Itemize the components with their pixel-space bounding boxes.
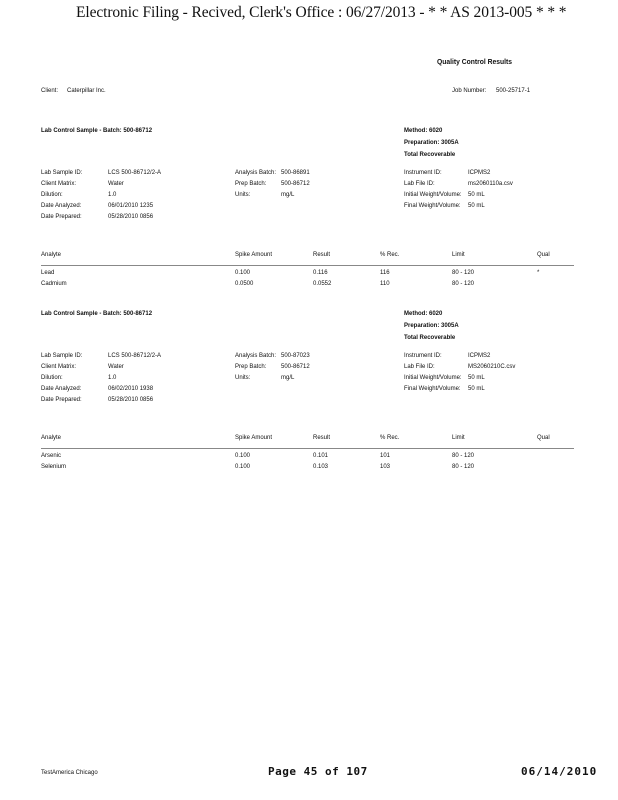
preparation-label: Preparation: 3005A <box>404 323 459 329</box>
table-cell: 116 <box>380 270 390 276</box>
method-label: Method: 6020 <box>404 311 443 317</box>
table-cell: 0.116 <box>313 270 328 276</box>
footer-page-number: Page 45 of 107 <box>268 765 368 778</box>
method-label: Method: 6020 <box>404 128 443 134</box>
field-label: Units: <box>235 192 251 198</box>
field-label: Final Weight/Volume: <box>404 203 461 209</box>
client-label: Client: <box>41 88 59 94</box>
field-label: Prep Batch: <box>235 181 267 187</box>
field-value: 500-86712 <box>281 181 310 187</box>
table-cell: 101 <box>380 453 391 459</box>
field-label: Date Prepared: <box>41 214 82 220</box>
client-value: Caterpillar Inc. <box>67 88 106 94</box>
field-label: Date Prepared: <box>41 397 82 403</box>
table-cell: 0.0500 <box>235 281 254 287</box>
field-value: mg/L <box>281 375 295 381</box>
total-recoverable-label: Total Recoverable <box>404 152 456 158</box>
table-cell: 0.0552 <box>313 281 332 287</box>
table-cell: 80 - 120 <box>452 281 475 287</box>
field-value: 50 mL <box>468 386 485 392</box>
field-label: Lab File ID: <box>404 364 435 370</box>
table-header-rule <box>41 265 574 266</box>
field-label: Client Matrix: <box>41 181 77 187</box>
field-value: 500-87023 <box>281 353 310 359</box>
field-label: Lab File ID: <box>404 181 435 187</box>
batch-title: Lab Control Sample - Batch: 500-86712 <box>41 128 153 134</box>
field-value: 1.0 <box>108 192 117 198</box>
field-value: MS2060210C.csv <box>468 364 516 370</box>
column-header: Limit <box>452 252 465 258</box>
column-header: Spike Amount <box>235 435 273 441</box>
column-header: Qual <box>537 252 550 258</box>
field-value: 06/02/2010 1938 <box>108 386 154 392</box>
field-value: 50 mL <box>468 203 485 209</box>
field-value: ICPMS2 <box>468 170 491 176</box>
field-value: 500-86712 <box>281 364 310 370</box>
table-header-rule <box>41 448 574 449</box>
table-cell: 0.100 <box>235 453 251 459</box>
total-recoverable-label: Total Recoverable <box>404 335 456 341</box>
column-header: Result <box>313 252 331 258</box>
field-value: ms2060110a.csv <box>468 181 513 187</box>
report-title: Quality Control Results <box>437 57 513 66</box>
field-value: 50 mL <box>468 192 485 198</box>
table-cell: 0.103 <box>313 464 329 470</box>
footer-date: 06/14/2010 <box>521 765 598 778</box>
field-label: Analysis Batch: <box>235 170 277 176</box>
field-label: Initial Weight/Volume: <box>404 192 462 198</box>
batch-title: Lab Control Sample - Batch: 500-86712 <box>41 311 153 317</box>
table-cell: 0.101 <box>313 453 329 459</box>
column-header: Analyte <box>41 435 62 441</box>
field-value: 500-86891 <box>281 170 310 176</box>
field-label: Lab Sample ID: <box>41 353 83 359</box>
field-label: Analysis Batch: <box>235 353 277 359</box>
column-header: Qual <box>537 435 550 441</box>
field-label: Prep Batch: <box>235 364 267 370</box>
job-number-label: Job Number: <box>452 88 487 94</box>
job-number-value: 500-25717-1 <box>496 88 531 94</box>
column-header: Limit <box>452 435 465 441</box>
field-value: 1.0 <box>108 375 117 381</box>
field-value: 05/28/2010 0856 <box>108 214 154 220</box>
field-label: Lab Sample ID: <box>41 170 83 176</box>
field-value: 50 mL <box>468 375 485 381</box>
filing-stamp: Electronic Filing - Recived, Clerk's Office : 06/27/2013 - * * AS 2013-005 * * * <box>76 4 567 21</box>
footer-lab-name: TestAmerica Chicago <box>41 770 98 776</box>
column-header: % Rec. <box>380 435 400 441</box>
table-cell: Lead <box>41 270 55 276</box>
table-cell: 103 <box>380 464 391 470</box>
field-label: Instrument ID: <box>404 353 442 359</box>
field-label: Date Analyzed: <box>41 203 82 209</box>
field-value: mg/L <box>281 192 295 198</box>
table-cell: Arsenic <box>41 453 62 459</box>
field-label: Initial Weight/Volume: <box>404 375 462 381</box>
field-value: Water <box>108 364 124 370</box>
column-header: Spike Amount <box>235 252 273 258</box>
table-cell: 110 <box>380 281 390 287</box>
column-header: Result <box>313 435 331 441</box>
table-cell: * <box>537 270 540 276</box>
column-header: Analyte <box>41 252 62 258</box>
field-label: Date Analyzed: <box>41 386 82 392</box>
table-cell: 0.100 <box>235 464 251 470</box>
field-label: Dilution: <box>41 375 63 381</box>
field-value: ICPMS2 <box>468 353 491 359</box>
table-cell: 80 - 120 <box>452 464 475 470</box>
field-value: Water <box>108 181 124 187</box>
field-label: Final Weight/Volume: <box>404 386 461 392</box>
table-cell: 80 - 120 <box>452 270 475 276</box>
field-label: Instrument ID: <box>404 170 442 176</box>
table-cell: Cadmium <box>41 281 67 287</box>
column-header: % Rec. <box>380 252 400 258</box>
field-value: 05/28/2010 0856 <box>108 397 154 403</box>
table-cell: 0.100 <box>235 270 251 276</box>
field-label: Dilution: <box>41 192 63 198</box>
field-value: 06/01/2010 1235 <box>108 203 154 209</box>
field-value: LCS 500-86712/2-A <box>108 353 162 359</box>
field-value: LCS 500-86712/2-A <box>108 170 162 176</box>
table-cell: 80 - 120 <box>452 453 475 459</box>
field-label: Client Matrix: <box>41 364 77 370</box>
field-label: Units: <box>235 375 251 381</box>
table-cell: Selenium <box>41 464 67 470</box>
preparation-label: Preparation: 3005A <box>404 140 459 146</box>
